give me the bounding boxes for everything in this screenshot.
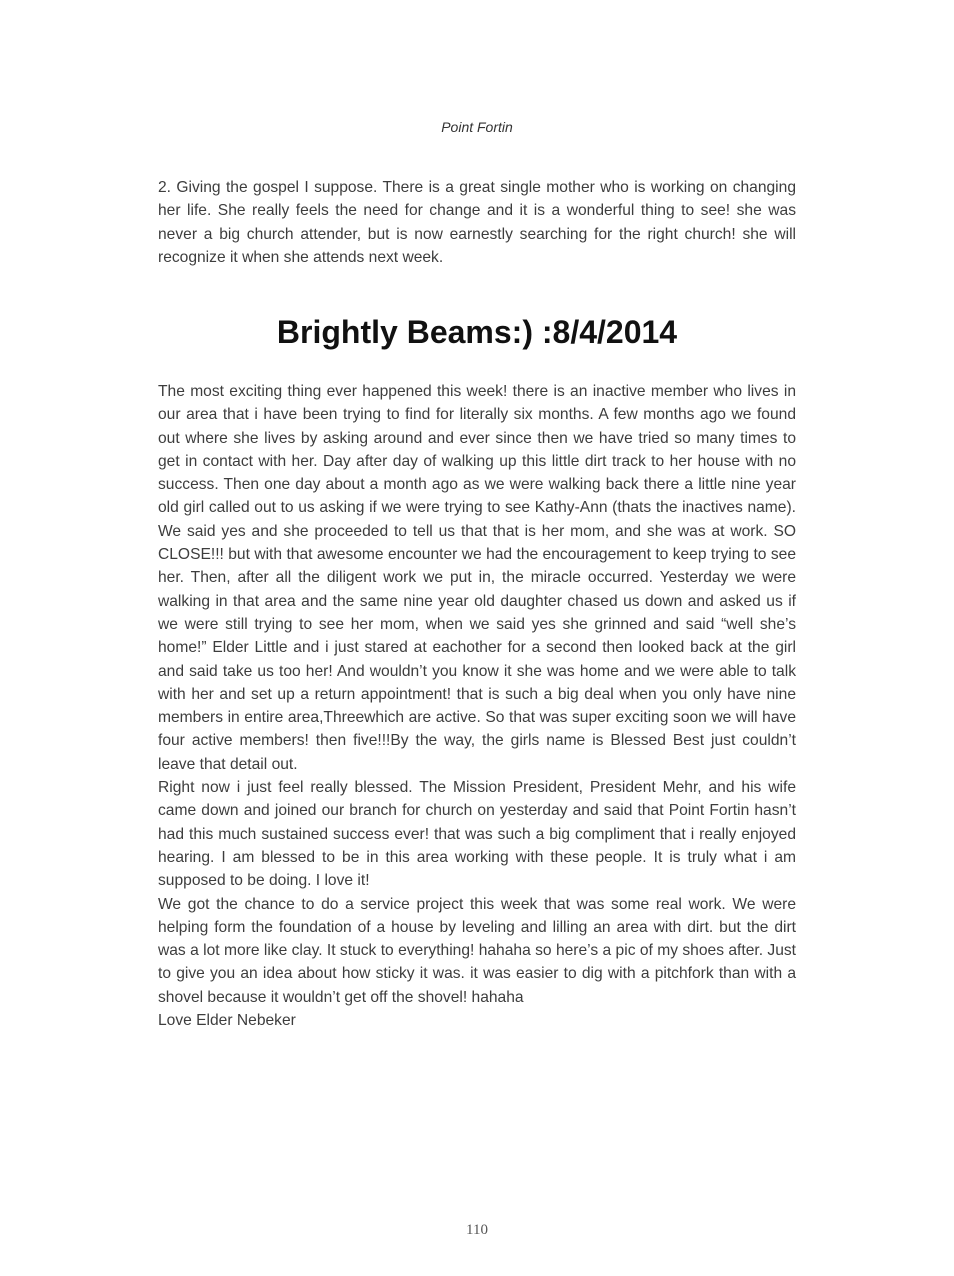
running-header: Point Fortin — [441, 119, 513, 135]
signature-line: Love Elder Nebeker — [158, 1012, 296, 1030]
intro-section — [158, 176, 796, 269]
intro-paragraph: 2. Giving the gospel I suppose. There is a great single mother who is working on changing her life. She really feels the need for change and it is a wonderful thing to see! she was never a big church attender, but is now earnestly searching for the right church! she will recognize it when she attends next week. — [158, 179, 796, 266]
entry-paragraph: The most exciting thing ever happened this week! there is an inactive member who lives in our area that i have been trying to find for literally six months. A few months ago we found out where she lives by asking around and ever since then we have tried so many times to get in contact with her. Day after day of walking up this little dirt track to her house with no success. Then one day about a month ago as we were walking back there a little nine year old girl called out to us asking if we were trying to see Kathy-Ann (thats the inactives name). We said yes and she proceeded to tell us that that is her mom, and she was at work. SO CLOSE!!! but with that awesome encounter we had the encouragement to keep trying to see her. Then, after all the diligent work we put in, the miracle occurred. Yesterday we were walking in that area and the same nine year old daughter chased us down and asked us if we were still trying to see her mom, when we said yes she grinned and said “well she’s home!” Elder Little and i just stared at eachother for a second then looked back at the girl and said take us too her! And wouldn’t you know it she was home and we were able to talk with her and set up a return appointment! that is such a big deal when you only have nine members in entire area,Threewhich are active. So that was super exciting soon we will have four active members! then five!!!By the way, the girls name is Blessed Best just couldn’t leave that detail out. — [158, 383, 796, 773]
entry-paragraph: Right now i just feel really blessed. The Mission President, President Mehr, and his wife came down and joined our branch for church on yesterday and said that Point Fortin hasn’t had this much sustained success ever! that was such a big compliment that i really enjoyed hearing. I am blessed to be in this area working with these people. It is truly what i am supposed to be doing. I love it! — [158, 779, 796, 890]
page-number: 110 — [466, 1222, 488, 1238]
entry-body — [158, 380, 796, 1032]
entry-paragraph: We got the chance to do a service project this week that was some real work. We were helping form the foundation of a house by leveling and lilling an area with dirt. but the dirt was a lot more like clay. It stuck to everything! hahaha so here’s a pic of my shoes after. Just to give you an idea about how sticky it was. it was easier to dig with a pitchfork than with a shovel because it wouldn’t get off the shovel! hahaha — [158, 895, 796, 1006]
entry-title: Brightly Beams:) :8/4/2014 — [276, 314, 678, 350]
